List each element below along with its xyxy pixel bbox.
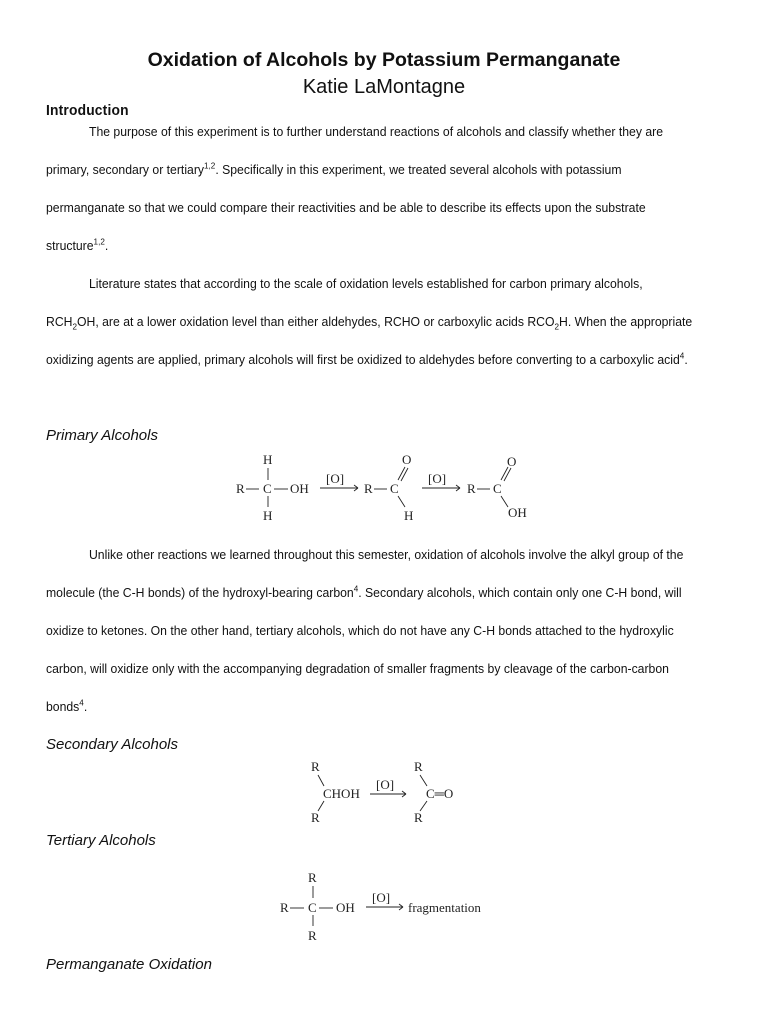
svg-text:R: R (308, 870, 317, 885)
paper-title: Oxidation of Alcohols by Potassium Permanganate (147, 49, 621, 71)
oxidant-label: [O] (326, 471, 345, 486)
heading-tertiary-alcohols: Tertiary Alcohols (46, 832, 156, 849)
svg-text:R: R (280, 900, 289, 915)
svg-text:R: R (467, 481, 476, 496)
svg-text:R: R (414, 810, 423, 825)
svg-text:[O]: [O] (428, 471, 447, 486)
section-heading-introduction: Introduction (46, 102, 129, 119)
secondary-alcohol-scheme (300, 758, 480, 828)
svg-text:R: R (364, 481, 373, 496)
svg-text:O: O (507, 454, 517, 469)
heading-permanganate-oxidation: Permanganate Oxidation (46, 956, 212, 973)
svg-text:CHOH: CHOH (323, 786, 360, 801)
svg-text:C: C (390, 481, 399, 496)
svg-text:OH: OH (336, 900, 355, 915)
svg-text:C: C (493, 481, 502, 496)
paragraph-mechanism: Unlike other reactions we learned throughout this semester, oxidation of alcohols involve the alkyl group of the molecule (the C-H bonds) of the hydroxyl-bearing carbon$^4$. Secondary alcohols, which contain only one C-H bond, will oxidize to ketones. On the other hand, tertiary alcohols, which do not have any C-H bonds attached to the hydroxylic carbon, will oxidize only with the accompanying degradation of smaller fragments by cleavage of the carbon-carbon bonds$^4$. (46, 547, 684, 714)
svg-text:OH: OH (290, 481, 309, 496)
scheme-h-bottom: H (263, 508, 273, 523)
svg-text:C═O: C═O (426, 786, 454, 801)
svg-text:R: R (311, 810, 320, 825)
svg-text:R: R (308, 928, 317, 943)
svg-text:C: C (308, 900, 317, 915)
svg-text:R: R (311, 759, 320, 774)
svg-text:[O]: [O] (376, 777, 395, 792)
primary-alcohol-scheme (230, 450, 540, 522)
tertiary-alcohol-scheme (276, 868, 506, 948)
svg-text:OH: OH (508, 505, 527, 520)
svg-text:R: R (236, 481, 245, 496)
svg-text:H: H (404, 508, 414, 523)
svg-text:[O]: [O] (372, 890, 391, 905)
paragraph-literature: Literature states that according to the scale of oxidation levels established for carbon primary alcohols, $RCH_2OH$, are at a lower oxidation level than either aldehydes, RCHO or carboxylic acids $RCO_2H$. When the appropriate oxidizing agents are applied, primary alcohols will first be oxidized to aldehydes before converting to a carboxylic acid$^4$. (46, 276, 693, 367)
scheme-h-top: H (263, 452, 273, 467)
fragmentation-label: fragmentation (408, 900, 481, 915)
svg-text:O: O (402, 452, 412, 467)
heading-secondary-alcohols: Secondary Alcohols (46, 736, 179, 753)
author-name: Katie LaMontagne (302, 76, 466, 98)
heading-primary-alcohols: Primary Alcohols (46, 427, 158, 444)
svg-text:C: C (263, 481, 272, 496)
svg-text:R: R (414, 759, 423, 774)
paragraph-purpose: The purpose of this experiment is to further understand reactions of alcohols and classify whether they are primary, secondary or tertiary$^{1,2}$. Specifically in this experiment, we treated several alcohols with potassium permanganate so that we could compare their reactivities and be able to describe its effects upon the substrate structure$^{1,2}$. (46, 124, 664, 253)
